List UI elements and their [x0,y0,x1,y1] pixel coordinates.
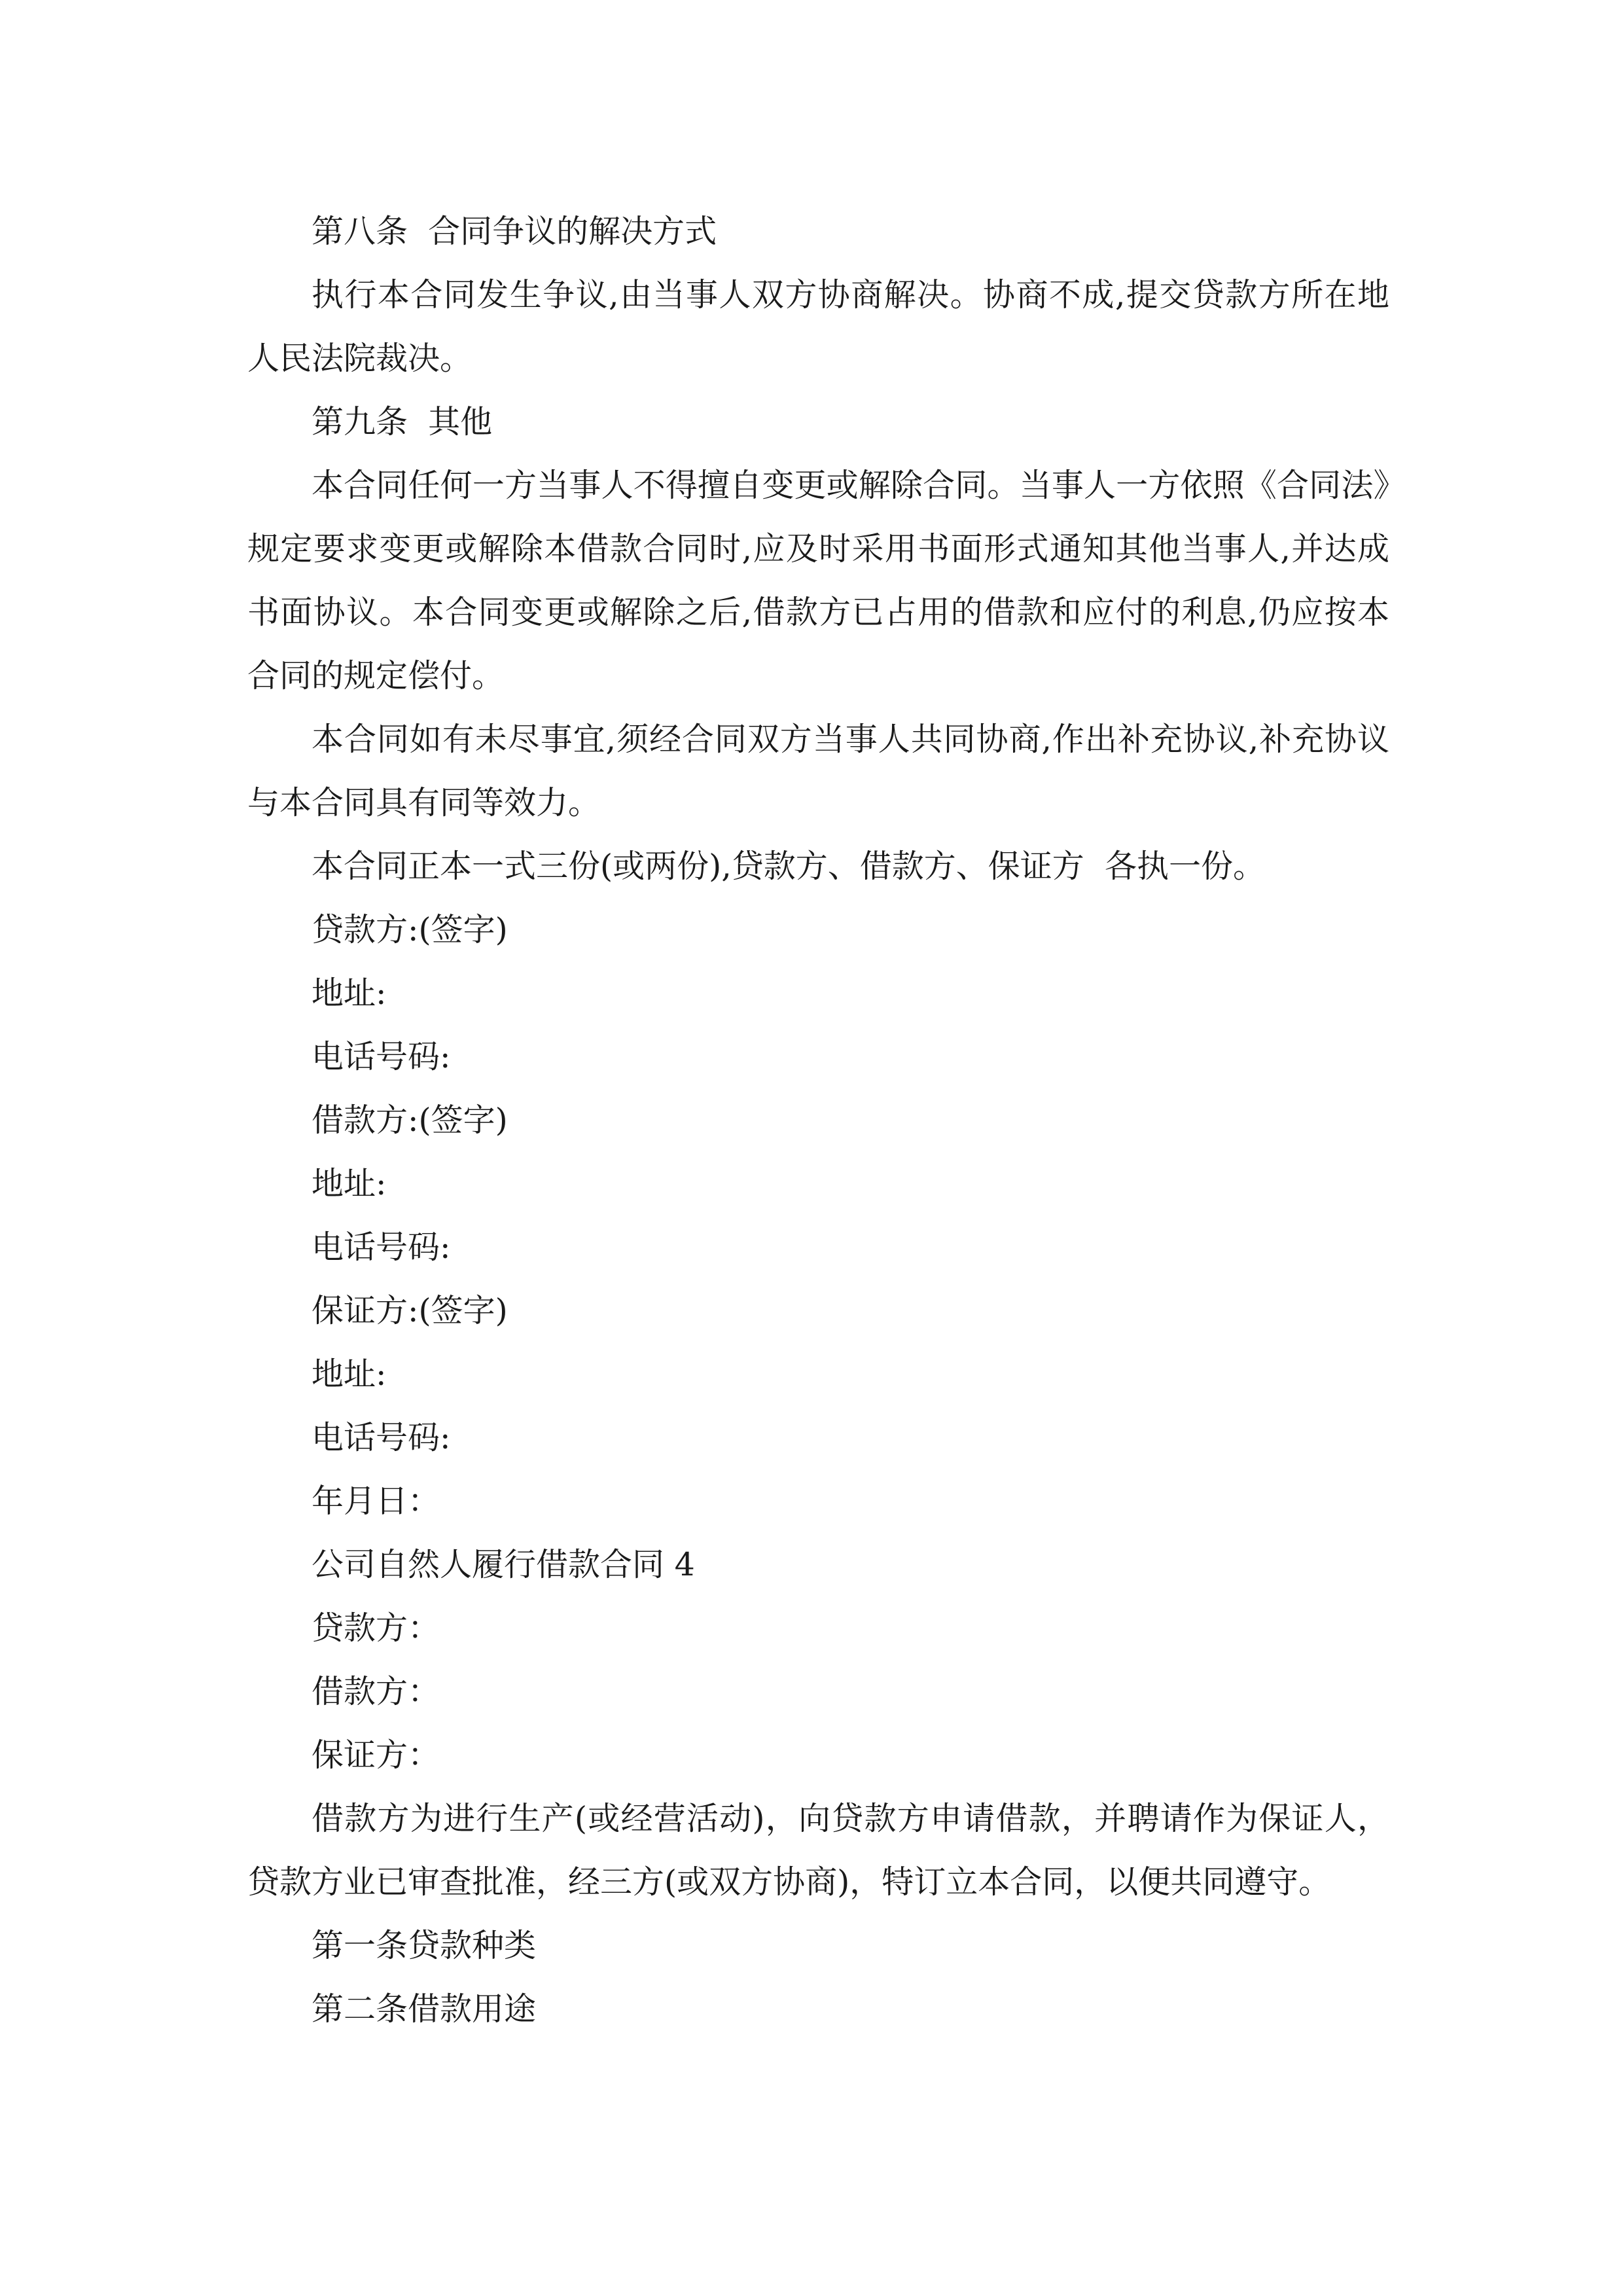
guarantor-phone-line: 电话号码: [312,1419,451,1456]
guarantor-address-line: 地址: [312,1355,387,1393]
document-body [247,200,1389,2041]
article-2-heading: 第二条借款用途 [312,1990,537,2028]
lender-signature-line: 贷款方:(签字) [312,911,508,948]
contract-title: 公司自然人履行借款合同 4 [312,1546,695,1583]
guarantor-signature-line: 保证方:(签字) [312,1292,508,1329]
lender-line: 贷款方： [312,1609,440,1647]
lender-address-line: 地址: [312,975,387,1012]
article-1-heading: 第一条贷款种类 [312,1927,537,1964]
borrower-phone-line: 电话号码: [312,1229,451,1266]
paragraph: 本合同正本一式三份(或两份),贷款方、借款方、保证方 各执一份。 [312,848,1265,885]
preamble-paragraph: 借款方为进行生产(或经营活动)，向贷款方申请借款，并聘请作为保证人，贷款方业已审查批准，经三方(或双方协商)，特订立本合同，以便共同遵守。 [247,1800,1389,1901]
date-line: 年月日： [312,1482,440,1520]
paragraph: 本合同如有未尽事宜,须经合同双方当事人共同协商,作出补充协议,补充协议与本合同具有同等效力。 [247,721,1389,821]
article-8-heading: 第八条 合同争议的解决方式 [312,213,717,250]
paragraph: 执行本合同发生争议,由当事人双方协商解决。协商不成,提交贷款方所在地人民法院裁决。 [247,276,1389,377]
guarantor-line: 保证方： [312,1736,440,1774]
borrower-address-line: 地址: [312,1165,387,1202]
article-9-heading: 第九条 其他 [312,403,493,440]
borrower-signature-line: 借款方:(签字) [312,1102,508,1139]
borrower-line: 借款方： [312,1673,440,1710]
paragraph: 本合同任何一方当事人不得擅自变更或解除合同。当事人一方依照《合同法》规定要求变更或解除本借款合同时,应及时采用书面形式通知其他当事人,并达成书面协议。本合同变更或解除之后,借款方已占用的借款和应付的利息,仍应按本合同的规定偿付。 [247,467,1389,694]
lender-phone-line: 电话号码: [312,1038,451,1075]
